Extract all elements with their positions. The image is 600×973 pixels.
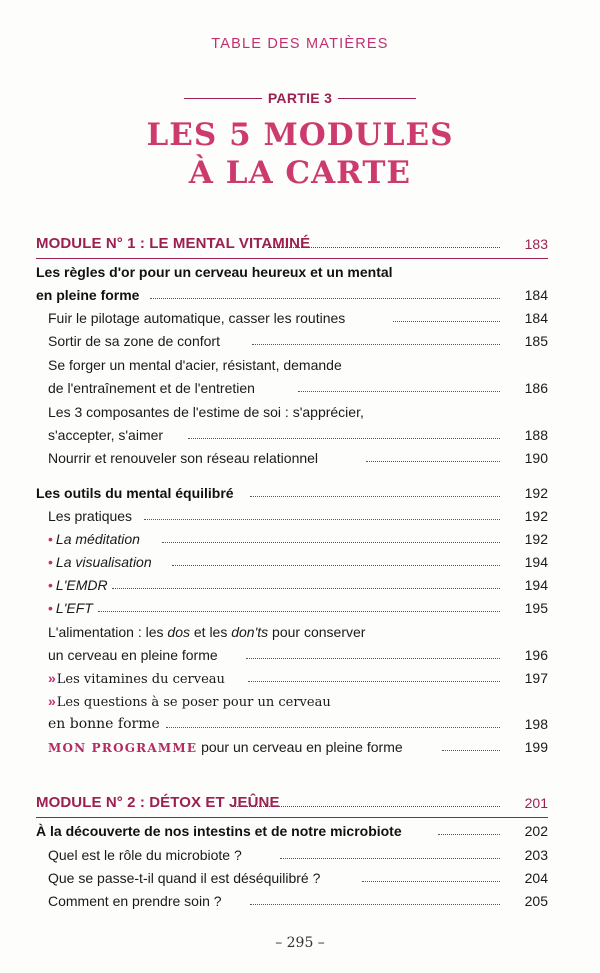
- dot-leader: [144, 519, 500, 520]
- entry-meditation-text: La méditation: [55, 531, 140, 547]
- bullet-icon: •: [48, 531, 53, 547]
- right-rule: [338, 98, 416, 99]
- entry-meditation-page: 192: [524, 531, 548, 547]
- entry-fuir-title: Fuir le pilotage automatique, casser les routines: [48, 310, 346, 326]
- toc-entry-forger[interactable]: [0, 378, 600, 400]
- programme-text: pour un cerveau en pleine forme: [197, 739, 403, 755]
- dot-leader: [252, 344, 500, 345]
- entry-alimentation-page: 196: [524, 647, 548, 663]
- module-2-title: MODULE N° 2 : DÉTOX ET JEÛNE: [36, 794, 280, 811]
- entry-visualisation-title: [48, 552, 152, 572]
- part-label-text: PARTIE 3: [267, 90, 333, 106]
- entry-emdr-text: L'EMDR: [55, 577, 108, 593]
- entry-emdr-page: 194: [524, 577, 548, 593]
- toc-section-decouverte[interactable]: [0, 821, 600, 843]
- entry-estime-title: s'accepter, s'aimer: [48, 427, 164, 443]
- dot-leader: [248, 681, 500, 682]
- toc-entry-emdr[interactable]: [0, 575, 600, 597]
- entry-forger-page: 186: [524, 380, 548, 396]
- left-rule: [184, 98, 262, 99]
- entry-visualisation-text: La visualisation: [55, 554, 152, 570]
- entry-programme-page: 199: [524, 739, 548, 755]
- alimentation-text-e: pour conserver: [268, 624, 366, 640]
- toc-entry-vitamines[interactable]: [0, 668, 600, 690]
- entry-desequilibre-title: Que se passe-t-il quand il est déséquilibré ?: [48, 870, 321, 886]
- entry-estime-page: 188: [524, 427, 548, 443]
- toc-entry-sortir[interactable]: [0, 331, 600, 353]
- module-1-underline: [36, 258, 548, 259]
- entry-reseau-page: 190: [524, 450, 548, 466]
- toc-section-regles-line1[interactable]: Les règles d'or pour un cerveau heureux et un mental: [36, 264, 393, 280]
- dot-leader: [362, 881, 500, 882]
- entry-sortir-page: 185: [524, 333, 548, 349]
- toc-entry-fuir[interactable]: [0, 308, 600, 330]
- entry-eft-page: 195: [524, 600, 548, 616]
- dot-leader: [162, 542, 500, 543]
- entry-visualisation-page: 194: [524, 554, 548, 570]
- entry-sortir-title: Sortir de sa zone de confort: [48, 333, 220, 349]
- page-number: – 295 –: [275, 935, 325, 951]
- dot-leader: [280, 858, 500, 859]
- section-regles-page: 184: [524, 287, 548, 303]
- section-decouverte-title: À la découverte de nos intestins et de notre microbiote: [36, 823, 402, 839]
- section-outils-page: 192: [524, 485, 548, 501]
- entry-reseau-title: Nourrir et renouveler son réseau relationnel: [48, 450, 319, 466]
- dot-leader: [98, 611, 500, 612]
- entry-eft-title: [48, 598, 93, 618]
- dot-leader: [298, 391, 500, 392]
- bullet-icon: •: [48, 554, 53, 570]
- dot-leader: [232, 806, 500, 807]
- entry-desequilibre-page: 204: [524, 870, 548, 886]
- entry-eft-text: L'EFT: [55, 600, 93, 616]
- toc-entry-soin[interactable]: [0, 891, 600, 913]
- running-head: TABLE DES MATIÈRES: [211, 36, 389, 52]
- part-title-line1: LES 5 MODULES: [146, 117, 454, 153]
- dot-leader: [442, 750, 500, 751]
- dot-leader: [172, 565, 500, 566]
- module-2-page: 201: [524, 795, 548, 811]
- dot-leader: [246, 658, 500, 659]
- toc-entry-alimentation[interactable]: [0, 645, 600, 667]
- bullet-icon: •: [48, 600, 53, 616]
- toc-section-outils[interactable]: [0, 483, 600, 505]
- toc-module-1[interactable]: [0, 234, 600, 256]
- entry-meditation-title: [48, 529, 140, 549]
- dot-leader: [150, 298, 500, 299]
- entry-soin-title: Comment en prendre soin ?: [48, 893, 222, 909]
- entry-vitamines-title: [48, 668, 225, 690]
- entry-questions-title: en bonne forme: [48, 716, 160, 732]
- entry-vitamines-text: Les vitamines du cerveau: [56, 672, 225, 687]
- part-label: [0, 90, 600, 106]
- entry-emdr-title: [48, 575, 108, 595]
- toc-module-2[interactable]: [0, 793, 600, 815]
- part-title-line2: À LA CARTE: [188, 155, 412, 191]
- entry-pratiques-title: Les pratiques: [48, 508, 133, 524]
- entry-fuir-page: 184: [524, 310, 548, 326]
- toc-entry-pratiques[interactable]: [0, 506, 600, 528]
- toc-entry-desequilibre[interactable]: [0, 868, 600, 890]
- module-1-page: 183: [524, 236, 548, 252]
- toc-entry-questions-line1[interactable]: [48, 691, 331, 713]
- part-title: [0, 116, 600, 192]
- toc-entry-estime[interactable]: [0, 425, 600, 447]
- section-decouverte-page: 202: [524, 823, 548, 839]
- entry-soin-page: 205: [524, 893, 548, 909]
- entry-pratiques-page: 192: [524, 508, 548, 524]
- entry-role-title: Quel est le rôle du microbiote ?: [48, 847, 242, 863]
- dot-leader: [188, 438, 500, 439]
- entry-role-page: 203: [524, 847, 548, 863]
- dot-leader: [250, 496, 500, 497]
- toc-entry-alimentation-line1[interactable]: [48, 622, 365, 642]
- toc-entry-eft[interactable]: [0, 598, 600, 620]
- module-2-underline: [36, 817, 548, 818]
- dot-leader: [268, 247, 500, 248]
- questions-text-line1: Les questions à se poser pour un cerveau: [56, 695, 331, 710]
- chevron-marker-icon: »: [48, 693, 56, 709]
- entry-vitamines-page: 197: [524, 670, 548, 686]
- section-outils-title: Les outils du mental équilibré: [36, 485, 234, 501]
- toc-entry-questions[interactable]: [0, 714, 600, 736]
- toc-entry-visualisation[interactable]: [0, 552, 600, 574]
- dot-leader: [393, 321, 500, 322]
- entry-alimentation-title: un cerveau en pleine forme: [48, 647, 218, 663]
- dot-leader: [438, 834, 500, 835]
- toc-entry-programme[interactable]: [0, 737, 600, 759]
- alimentation-text-a: L'alimentation : les: [48, 624, 168, 640]
- bullet-icon: •: [48, 577, 53, 593]
- entry-questions-page: 198: [524, 716, 548, 732]
- toc-entry-estime-line1[interactable]: Les 3 composantes de l'estime de soi : s'apprécier,: [48, 404, 364, 420]
- programme-emphasis: MON PROGRAMME: [48, 741, 198, 755]
- dot-leader: [166, 727, 500, 728]
- module-1-title: MODULE N° 1 : LE MENTAL VITAMINÉ: [36, 235, 311, 252]
- alimentation-text-dos: dos: [167, 624, 190, 640]
- toc-section-regles[interactable]: [0, 285, 600, 307]
- toc-entry-reseau[interactable]: [0, 448, 600, 470]
- toc-entry-forger-line1[interactable]: Se forger un mental d'acier, résistant, demande: [48, 357, 342, 373]
- toc-entry-role[interactable]: [0, 845, 600, 867]
- dot-leader: [112, 588, 500, 589]
- dot-leader: [366, 461, 500, 462]
- toc-entry-meditation[interactable]: [0, 529, 600, 551]
- section-regles-title: en pleine forme: [36, 287, 140, 303]
- dot-leader: [250, 904, 500, 905]
- entry-programme-title: [48, 737, 403, 758]
- alimentation-text-donts: don'ts: [231, 624, 269, 640]
- chevron-marker-icon: »: [48, 670, 56, 686]
- alimentation-text-c: et les: [189, 624, 232, 640]
- entry-forger-title: de l'entraînement et de l'entretien: [48, 380, 255, 396]
